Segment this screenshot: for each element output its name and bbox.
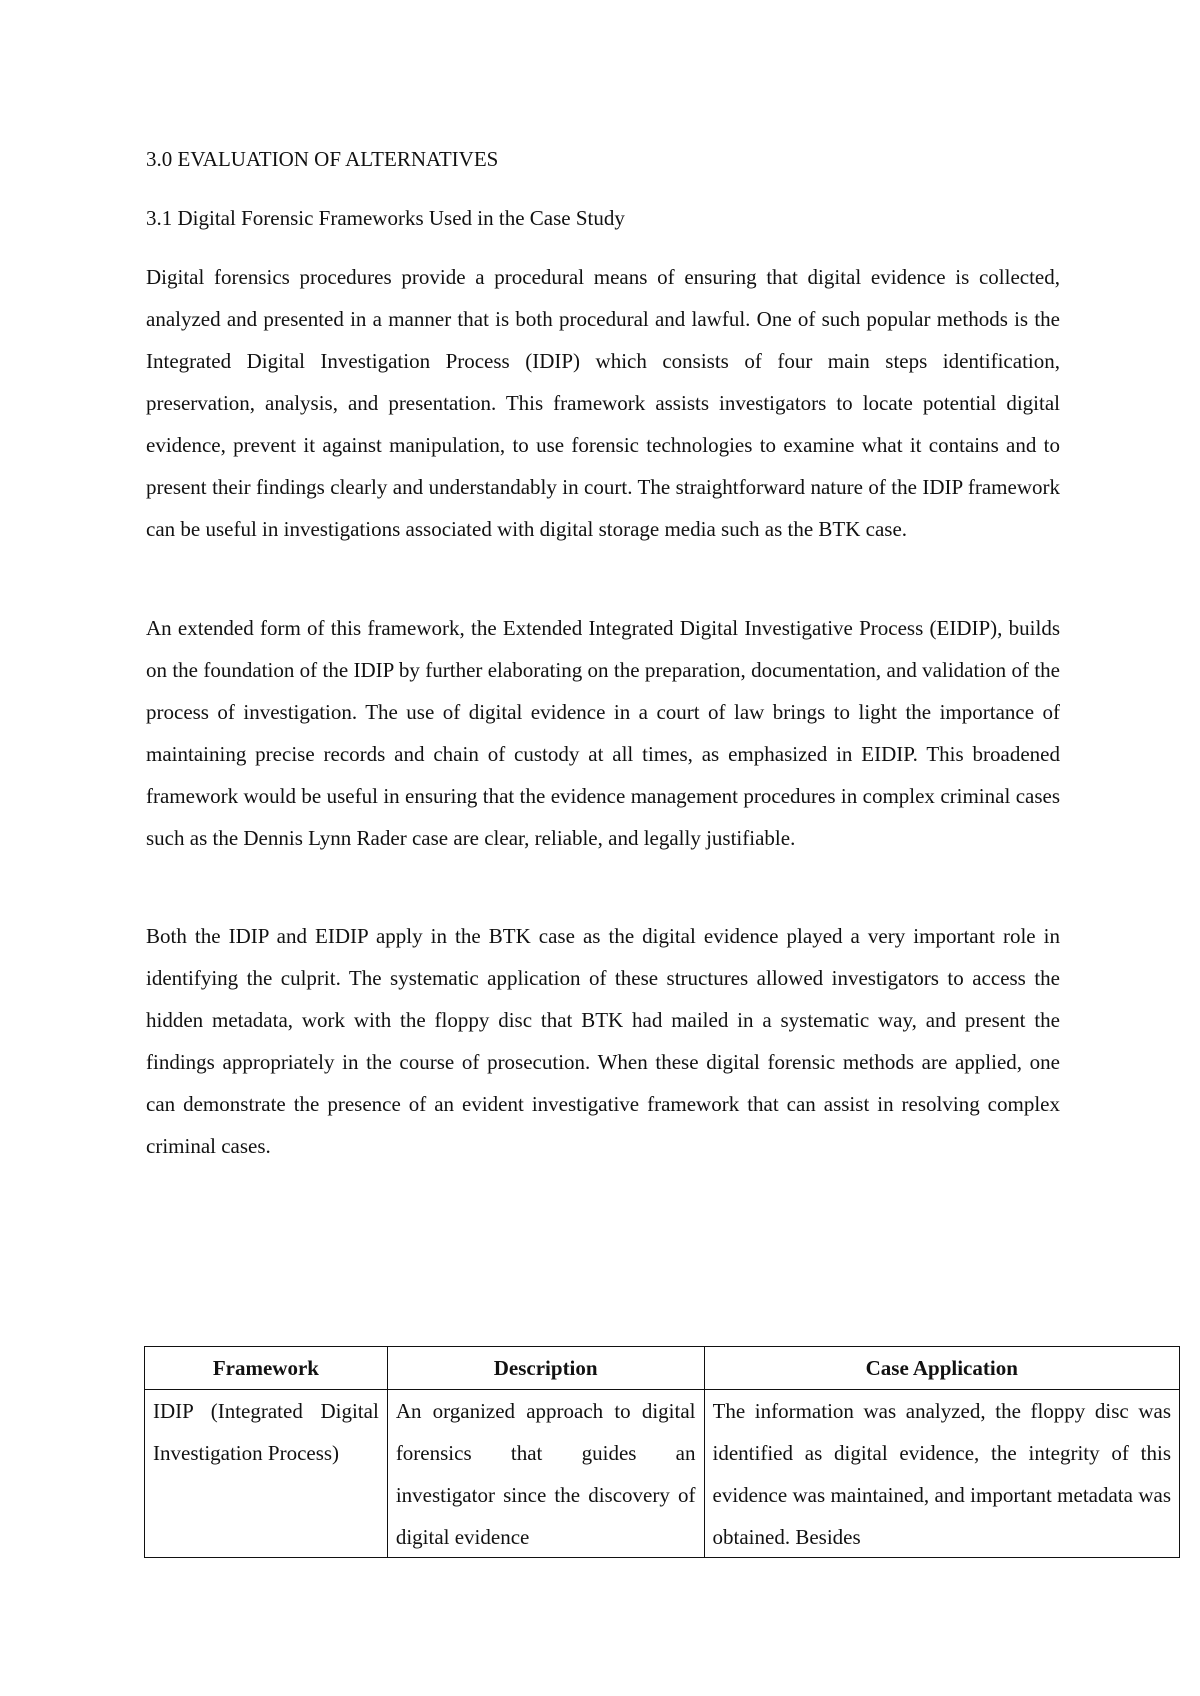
table-header-framework: Framework <box>145 1347 388 1390</box>
table-header-case-application: Case Application <box>704 1347 1179 1390</box>
table-cell-case-application <box>704 1390 1179 1558</box>
paragraph-text: An extended form of this framework, the Extended Integrated Digital Investigative Process (EIDIP), builds on the foundation of the IDIP by further elaborating on the preparation, documentation, and validation of the process of investigation. The use of digital evidence in a court of law brings to light the importance of maintaining precise records and chain of custody at all times, as emphasized in EIDIP. This broadened framework would be useful in ensuring that the evidence management procedures in complex criminal cases such as the Dennis Lynn Rader case are clear, reliable, and legally justifiable. <box>146 616 1060 850</box>
framework-table <box>144 1346 1180 1558</box>
cell-text: An organized approach to digital forensics that guides an investigator since the discovery of digital evidence <box>395 1399 696 1549</box>
paragraph-eidip <box>146 607 1060 859</box>
paragraph-text: Digital forensics procedures provide a procedural means of ensuring that digital evidence is collected, analyzed and presented in a manner that is both procedural and lawful. One of such popular methods is the Integrated Digital Investigation Process (IDIP) which consists of four main steps identification, preservation, analysis, and presentation. This framework assists investigators to locate potential digital evidence, prevent it against manipulation, to use forensic technologies to examine what it contains and to present their findings clearly and understandably in court. The straightforward nature of the IDIP framework can be useful in investigations associated with digital storage media such as the BTK case. <box>146 265 1060 541</box>
table-row <box>145 1390 1180 1558</box>
paragraph-btk-application <box>146 915 1060 1167</box>
subsection-heading: 3.1 Digital Forensic Frameworks Used in the Case Study <box>146 206 625 230</box>
table-cell-framework <box>145 1390 388 1558</box>
cell-text: The information was analyzed, the floppy disc was identified as digital evidence, the integrity of this evidence was maintained, and important metadata was obtained. Besides <box>712 1399 1171 1549</box>
section-heading: 3.0 EVALUATION OF ALTERNATIVES <box>146 147 499 171</box>
cell-text: IDIP (Integrated Digital Investigation Process) <box>153 1399 379 1465</box>
paragraph-text: Both the IDIP and EIDIP apply in the BTK case as the digital evidence played a very important role in identifying the culprit. The systematic application of these structures allowed investigators to access the hidden metadata, work with the floppy disc that BTK had mailed in a systematic way, and present the findings appropriately in the course of prosecution. When these digital forensic methods are applied, one can demonstrate the presence of an evident investigative framework that can assist in resolving complex criminal cases. <box>146 924 1060 1158</box>
table-header-description: Description <box>387 1347 704 1390</box>
table-header-row <box>145 1347 1180 1390</box>
table-cell-description <box>387 1390 704 1558</box>
paragraph-idip <box>146 256 1060 550</box>
